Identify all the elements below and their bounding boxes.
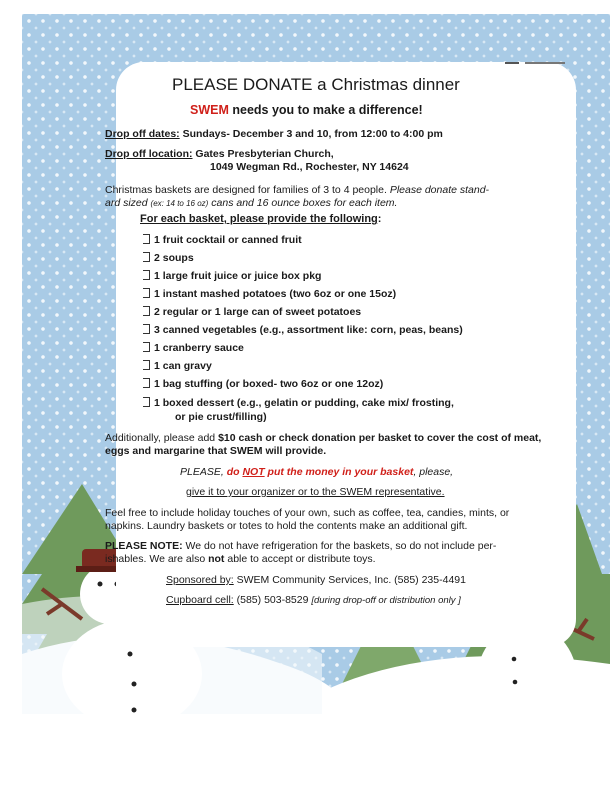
additionally-line-1 <box>105 432 541 445</box>
list-heading-text: For each basket, please provide the following <box>140 213 378 225</box>
cupboard-label: Cupboard cell: <box>166 594 234 606</box>
note-line2-a: ishables. We are also <box>105 553 209 565</box>
list-item <box>143 397 454 410</box>
dropoff-location-line1: Gates Presbyterian Church, <box>192 148 334 160</box>
item-label: 1 instant mashed potatoes (two 6oz or one 15oz) <box>154 288 397 300</box>
list-item <box>143 360 212 373</box>
item-label: 1 can gravy <box>154 360 212 372</box>
list-item <box>143 288 396 301</box>
checkbox-icon <box>143 252 150 262</box>
money-note <box>180 466 453 479</box>
item-label: 2 soups <box>154 252 194 264</box>
additionally-line-2: eggs and margarine that SWEM will provide. <box>105 445 327 457</box>
list-item <box>143 378 383 391</box>
note-line-1 <box>105 540 496 553</box>
list-item-continuation: or pie crust/filling) <box>175 411 267 423</box>
cupboard-value: (585) 503-8529 <box>233 594 312 606</box>
item-label: 1 bag stuffing (or boxed- two 6oz or one 12oz) <box>154 378 384 390</box>
money-note-a: PLEASE, <box>180 466 227 478</box>
dropoff-address: 1049 Wegman Rd., Rochester, NY 14624 <box>210 161 409 173</box>
list-item <box>143 270 321 283</box>
note-line-2 <box>105 553 376 566</box>
item-label: 1 cranberry sauce <box>154 342 244 354</box>
checkbox-icon <box>143 234 150 244</box>
money-note-do: do <box>226 466 243 478</box>
money-note-line-2: give it to your organizer or to the SWEM representative. <box>186 486 445 498</box>
item-label: 1 boxed dessert (e.g., gelatin or pudding, cake mix/ frosting, <box>154 397 454 409</box>
item-label: 1 fruit cocktail or canned fruit <box>154 234 302 246</box>
dropoff-dates-value: Sundays- December 3 and 10, from 12:00 to 4:00 pm <box>179 128 443 140</box>
intro-size-example: (ex: 14 to 16 oz) <box>150 199 209 208</box>
extras-line-1: Feel free to include holiday touches of your own, such as coffee, tea, candies, mints, or <box>105 507 510 519</box>
list-heading <box>140 213 381 226</box>
page-title: PLEASE DONATE a Christmas dinner <box>172 75 460 94</box>
money-note-d: put the money in your basket <box>264 466 414 478</box>
flyer-background <box>22 14 610 714</box>
extras-line-2: napkins. Laundry baskets or totes to hold the contents make an additional gift. <box>105 520 468 532</box>
checkbox-icon <box>143 270 150 280</box>
dropoff-dates <box>105 128 443 141</box>
dropoff-dates-label: Drop off dates: <box>105 128 180 140</box>
sponsor-line <box>166 574 466 587</box>
checkbox-icon <box>143 306 150 316</box>
checkbox-icon <box>143 378 150 388</box>
additionally-text: Additionally, please add <box>105 432 219 444</box>
intro-line-2 <box>105 197 397 210</box>
checkbox-icon <box>143 288 150 298</box>
list-heading-colon: : <box>377 213 382 225</box>
intro-line-1 <box>105 184 489 197</box>
item-label: 2 regular or 1 large can of sweet potatoes <box>154 306 362 318</box>
subtitle-text: needs you to make a difference! <box>228 103 423 117</box>
list-item <box>143 342 244 355</box>
additionally-bold: $10 cash or check donation per basket to cover the cost of meat, <box>218 432 542 444</box>
note-not: not <box>208 553 225 565</box>
checkbox-icon <box>143 342 150 352</box>
money-note-e: , please, <box>413 466 454 478</box>
intro-emphasis: Please donate stand- <box>389 184 490 196</box>
sponsor-value: SWEM Community Services, Inc. (585) 235-4491 <box>233 574 466 586</box>
note-line2-c: able to accept or distribute toys. <box>224 553 376 565</box>
intro-line2-b: cans and 16 ounce boxes for each item. <box>208 197 398 209</box>
cupboard-note: [during drop-off or distribution only ] <box>311 595 461 606</box>
item-label: 3 canned vegetables (e.g., assortment like: corn, peas, beans) <box>154 324 463 336</box>
list-item <box>143 252 194 265</box>
cupboard-line <box>166 594 461 607</box>
checkbox-icon <box>143 397 150 407</box>
subtitle-org: SWEM <box>190 103 229 117</box>
item-label: 1 large fruit juice or juice box pkg <box>154 270 322 282</box>
dropoff-location-label: Drop off location: <box>105 148 193 160</box>
checkbox-icon <box>143 324 150 334</box>
dropoff-location <box>105 148 334 161</box>
note-text: We do not have refrigeration for the baskets, so do not include per- <box>182 540 497 552</box>
list-item <box>143 306 361 319</box>
intro-line2-a: ard sized <box>105 197 151 209</box>
intro-text: Christmas baskets are designed for families of 3 to 4 people. <box>105 184 390 196</box>
list-item <box>143 234 302 247</box>
scan-mark <box>505 60 585 66</box>
list-item <box>143 324 463 337</box>
sponsor-label: Sponsored by: <box>166 574 234 586</box>
money-note-not: NOT <box>242 466 265 478</box>
note-label: PLEASE NOTE: <box>105 540 183 552</box>
checkbox-icon <box>143 360 150 370</box>
subtitle <box>190 104 423 117</box>
